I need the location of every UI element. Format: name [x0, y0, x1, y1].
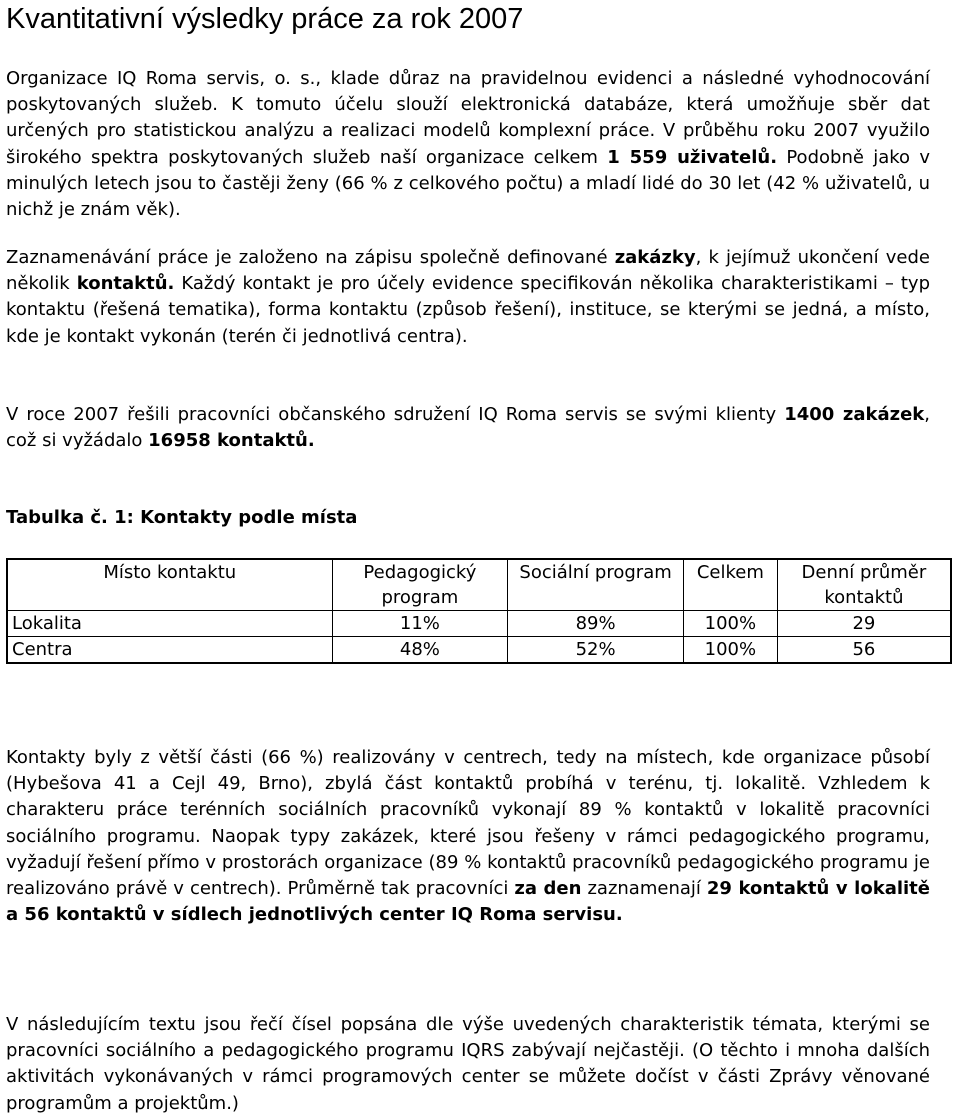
paragraph-text: V roce 2007 řešili pracovníci občanského sdružení IQ Roma servis se svými klienty: [6, 404, 785, 425]
bold-text: 1 559 uživatelů.: [607, 146, 778, 168]
table-cell: 89%: [508, 611, 684, 637]
table-cell: 29: [777, 611, 951, 637]
table-cell: 100%: [683, 611, 777, 637]
paragraph-totals: [6, 402, 930, 454]
paragraph-contacts-analysis: [6, 745, 930, 928]
paragraph-text: V následujícím textu jsou řečí čísel popsána dle výše uvedených charakteristik témata, kterými se pracovníci sociálního a pedagogického programu IQRS zabývají nejčastěji. (O těchto i mnoha dalších aktivitách vykonávaných v rámci programových center se můžete dočíst v části Zprávy věnované programům a projektům.): [6, 1014, 930, 1114]
paragraph-text: Zaznamenávání práce je založeno na zápisu společně definované: [6, 247, 615, 268]
table-row: [7, 611, 951, 637]
table-cell: 48%: [332, 637, 508, 664]
bold-text: zakázky: [614, 247, 696, 268]
paragraph-text: , k jejímuž ukončení vede několik: [6, 247, 931, 295]
column-header: Sociální program: [508, 559, 684, 611]
paragraph-intro: [6, 66, 930, 223]
paragraph-text: Organizace IQ Roma servis, o. s., klade důraz na pravidelnou evidenci a následné vyhodnocování poskytovaných služeb. K tomuto účelu slouží elektronická databáze, která umožňuje sběr dat určených pro statistickou analýzu a realizaci modelů komplexní práce. V průběhu roku 2007 využilo širokého spektra poskytovaných služeb naší organizace celkem: [6, 68, 930, 168]
table-cell: 56: [777, 637, 951, 664]
bold-text: 29 kontaktů v lokalitě a 56 kontaktů v sídlech jednotlivých center IQ Roma servisu.: [6, 878, 930, 926]
paragraph-text: Podobně jako v minulých letech jsou to častěji ženy (66 % z celkového počtu) a mladí lidé do 30 let (42 % uživatelů, u nichž je znám věk).: [6, 146, 931, 221]
paragraph-text: , což si vyžádalo: [6, 404, 930, 452]
bold-text: 1400 zakázek: [784, 404, 925, 425]
table-cell-place: Centra: [7, 637, 332, 664]
column-header: Pedagogický program: [332, 559, 508, 611]
page-title: Kvantitativní výsledky práce za rok 2007: [6, 3, 524, 35]
paragraph-text: Kontakty byly z větší části (66 %) realizovány v centrech, tedy na místech, kde organizace působí (Hybešova 41 a Cejl 49, Brno), zbylá část kontaktů probíhá v terénu, tj. lokalitě. Vzhledem k charakteru práce terénních sociálních pracovníků vykonají 89 % kontaktů v lokalitě pracovníci sociálního programu. Naopak typy zakázek, které jsou řešeny v rámci pedagogického programu, vyžadují řešení přímo v prostorách organizace (89 % kontaktů pracovníků pedagogického programu je realizováno právě v centrech). Průměrně tak pracovníci: [6, 747, 930, 900]
table-cell-place: Lokalita: [7, 611, 332, 637]
table-row: [7, 637, 951, 664]
column-header: Celkem: [683, 559, 777, 611]
paragraph-text: zaznamenají: [581, 878, 707, 900]
bold-text: 16958 kontaktů.: [148, 430, 315, 452]
bold-text: za den: [514, 878, 582, 900]
paragraph-text: Každý kontakt je pro účely evidence specifikován několika charakteristikami – typ kontaktu (řešená tematika), forma kontaktu (způsob řešení), instituce, se kterými se jedná, a místo, kde je kontakt vykonán (terén či jednotlivá centra).: [6, 273, 930, 347]
table-cell: 52%: [508, 637, 684, 664]
table-header-row: [7, 559, 951, 611]
paragraph-following: [6, 1012, 930, 1117]
column-header: Místo kontaktu: [7, 559, 332, 611]
column-header: Denní průměr kontaktů: [777, 559, 951, 611]
table-cell: 100%: [683, 637, 777, 664]
table-caption: Tabulka č. 1: Kontakty podle místa: [6, 507, 358, 528]
bold-text: kontaktů.: [76, 273, 175, 295]
table-cell: 11%: [332, 611, 508, 637]
contacts-table: [6, 558, 952, 664]
paragraph-recording: [6, 245, 930, 350]
